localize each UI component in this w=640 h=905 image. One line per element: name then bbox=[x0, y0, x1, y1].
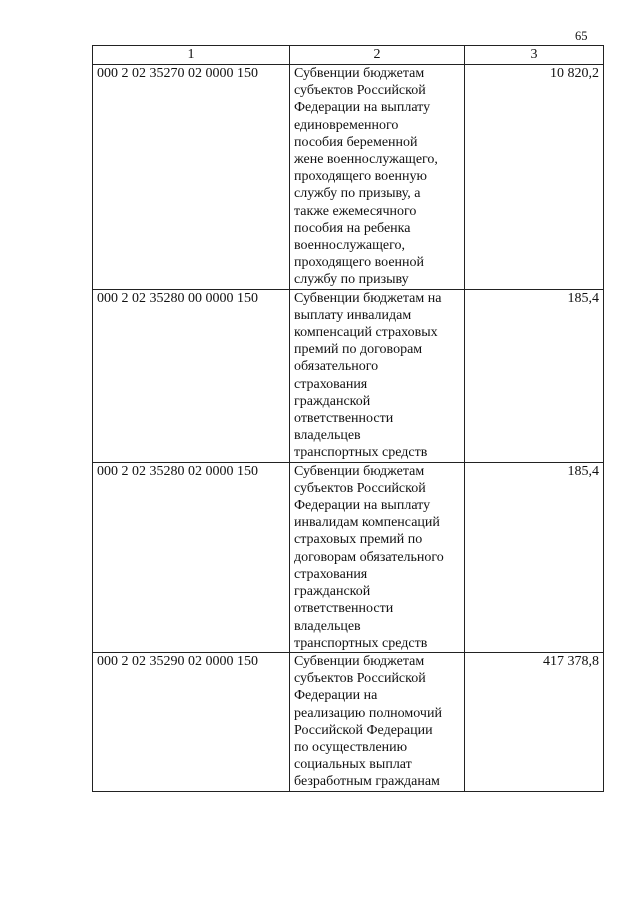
description-line: выплату инвалидам bbox=[294, 307, 412, 323]
description-line: субъектов Российской bbox=[294, 480, 426, 496]
description-line: Федерации на выплату bbox=[294, 100, 431, 116]
header-row bbox=[93, 46, 604, 65]
budget-code-cell: 000 2 02 35280 00 0000 150 bbox=[93, 289, 290, 462]
amount-cell: 10 820,2 bbox=[465, 65, 604, 290]
description-line: страховых премий по bbox=[294, 532, 423, 548]
description-line: пособия беременной bbox=[294, 134, 418, 150]
budget-code-cell: 000 2 02 35290 02 0000 150 bbox=[93, 652, 290, 791]
description-cell bbox=[290, 462, 465, 652]
description-line: ответственности bbox=[294, 601, 394, 617]
description-line: реализацию полномочий bbox=[294, 705, 442, 721]
description-line: владельцев bbox=[294, 428, 361, 444]
description-cell bbox=[290, 65, 465, 290]
table-row bbox=[93, 65, 604, 290]
description-line: гражданской bbox=[294, 584, 371, 600]
description-line: страхования bbox=[294, 566, 368, 582]
table-row bbox=[93, 462, 604, 652]
description-line: договорам обязательного bbox=[294, 549, 444, 565]
description-line: премий по договорам bbox=[294, 342, 423, 358]
description-line: владельцев bbox=[294, 618, 361, 634]
description-line: по осуществлению bbox=[294, 739, 408, 755]
description-line: Субвенции бюджетам на bbox=[294, 290, 442, 306]
description-line: службу по призыву, а bbox=[294, 186, 421, 202]
description-line: инвалидам компенсаций bbox=[294, 515, 440, 531]
column-header-3: 3 bbox=[465, 46, 604, 65]
description-line: транспортных средств bbox=[294, 635, 428, 651]
description-line: Российской Федерации bbox=[294, 722, 433, 738]
column-header-2: 2 bbox=[290, 46, 465, 65]
description-line: страхования bbox=[294, 376, 368, 392]
description-line: Субвенции бюджетам bbox=[294, 463, 425, 479]
description-line: Субвенции бюджетам bbox=[294, 653, 425, 669]
description-line: единовременного bbox=[294, 117, 399, 133]
description-line: пособия на ребенка bbox=[294, 220, 411, 236]
description-line: военнослужащего, bbox=[294, 238, 406, 254]
column-header-1: 1 bbox=[93, 46, 290, 65]
amount-cell: 185,4 bbox=[465, 462, 604, 652]
budget-code-cell: 000 2 02 35270 02 0000 150 bbox=[93, 65, 290, 290]
description-cell bbox=[290, 289, 465, 462]
description-line: Федерации на bbox=[294, 688, 378, 704]
description-line: также ежемесячного bbox=[294, 203, 417, 219]
description-line: службу по призыву bbox=[294, 272, 409, 288]
description-cell bbox=[290, 652, 465, 791]
description-line: субъектов Российской bbox=[294, 83, 426, 99]
description-line: субъектов Российской bbox=[294, 671, 426, 687]
description-line: безработным гражданам bbox=[294, 774, 440, 790]
description-line: Федерации на выплату bbox=[294, 498, 431, 514]
table-row bbox=[93, 652, 604, 791]
description-line: гражданской bbox=[294, 393, 371, 409]
amount-cell: 185,4 bbox=[465, 289, 604, 462]
table-row bbox=[93, 289, 604, 462]
table-body bbox=[93, 65, 604, 792]
description-line: Субвенции бюджетам bbox=[294, 66, 425, 81]
description-line: обязательного bbox=[294, 359, 379, 375]
budget-code-cell: 000 2 02 35280 02 0000 150 bbox=[93, 462, 290, 652]
description-line: проходящего военной bbox=[294, 255, 425, 271]
budget-table bbox=[92, 45, 604, 792]
description-line: транспортных средств bbox=[294, 445, 428, 461]
page-number: 65 bbox=[575, 29, 588, 43]
description-line: ответственности bbox=[294, 411, 394, 427]
description-line: компенсаций страховых bbox=[294, 325, 438, 341]
amount-cell: 417 378,8 bbox=[465, 652, 604, 791]
description-line: жене военнослужащего, bbox=[294, 152, 438, 168]
description-line: социальных выплат bbox=[294, 757, 412, 773]
description-line: проходящего военную bbox=[294, 169, 427, 185]
